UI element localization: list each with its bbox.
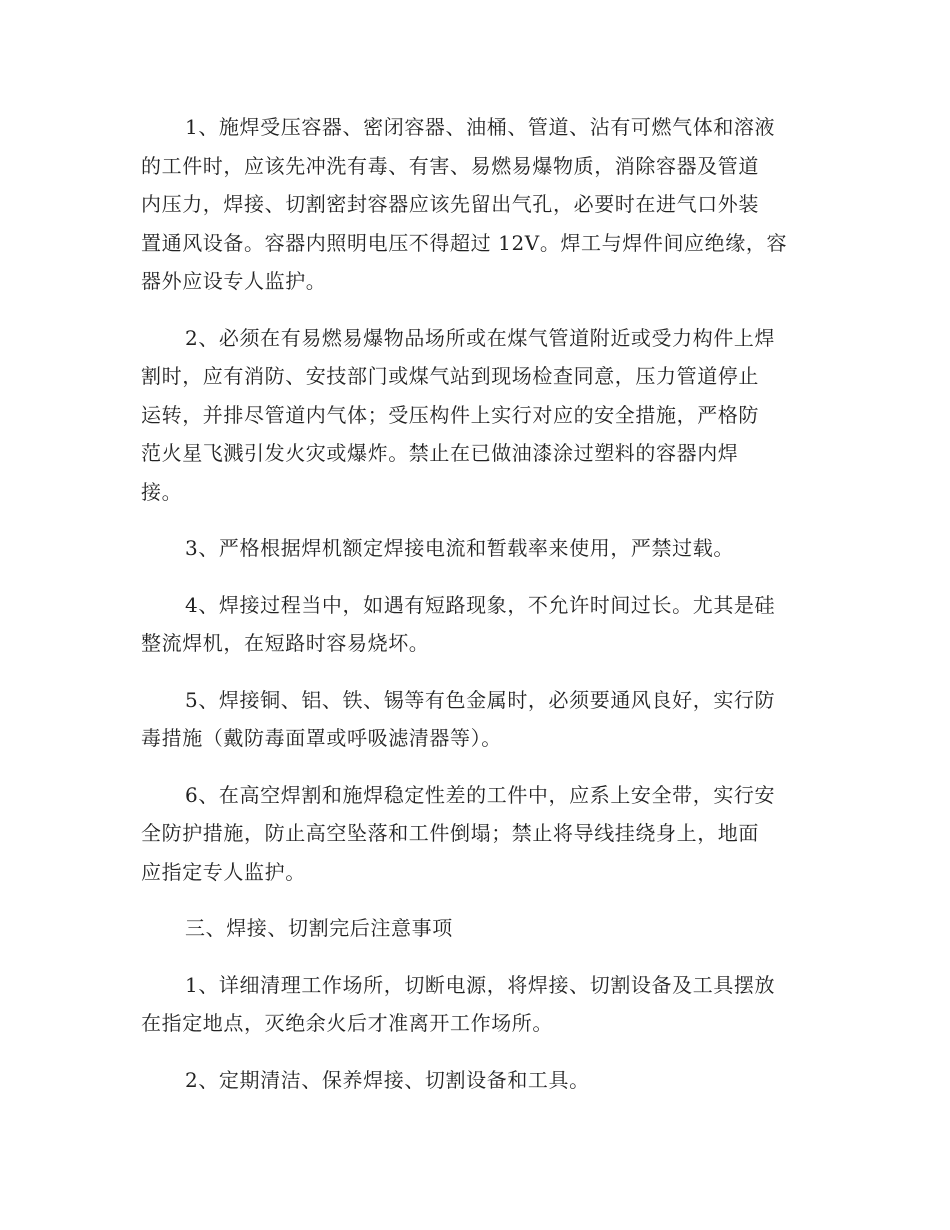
- paragraph-item-7: [141, 966, 811, 1043]
- text-line: 4、焊接过程当中，如遇有短路现象，不允许时间过长。尤其是硅: [185, 592, 776, 617]
- text-line: 三、焊接、切割完后注意事项: [185, 916, 453, 940]
- paragraph-item-1: [141, 108, 811, 301]
- text-line: 3、严格根据焊机额定焊接电流和暂载率来使用，严禁过载。: [185, 536, 734, 560]
- paragraph-item-2: [141, 319, 811, 512]
- text-line: 2、定期清洁、保养焊接、切割设备和工具。: [185, 1067, 590, 1092]
- text-line: 应指定专人监护。: [141, 859, 306, 884]
- text-line: 整流焊机，在短路时容易烧坏。: [141, 631, 430, 655]
- text-line: 置通风设备。容器内照明电压不得超过 12V。焊工与焊件间应绝缘，容: [141, 230, 788, 255]
- text-line: 毒措施（戴防毒面罩或呼吸滤清器等）。: [141, 726, 502, 750]
- text-line: 在指定地点，灭绝余火后才准离开工作场所。: [141, 1011, 553, 1035]
- paragraph-item-3: [141, 529, 811, 568]
- text-line: 5、焊接铜、铝、铁、锡等有色金属时，必须要通风良好，实行防: [185, 687, 776, 712]
- text-line: 器外应设专人监护。: [141, 269, 327, 293]
- paragraph-item-5: [141, 681, 811, 758]
- text-line: 割时，应有消防、安技部门或煤气站到现场检查同意，压力管道停止: [141, 364, 759, 388]
- text-line: 2、必须在有易燃易爆物品场所或在煤气管道附近或受力构件上焊: [185, 325, 776, 350]
- section-heading: [141, 909, 811, 948]
- text-line: 的工件时，应该先冲洗有毒、有害、易燃易爆物质，消除容器及管道: [141, 153, 759, 178]
- text-line: 1、详细清理工作场所，切断电源，将焊接、切割设备及工具摆放: [185, 972, 776, 997]
- text-line: 全防护措施，防止高空坠落和工件倒塌；禁止将导线挂绕身上，地面: [141, 821, 759, 845]
- text-line: 1、施焊受压容器、密闭容器、油桶、管道、沾有可燃气体和溶液: [185, 115, 776, 139]
- paragraph-item-4: [141, 586, 811, 663]
- text-line: 内压力，焊接、切割密封容器应该先留出气孔，必要时在进气口外装: [141, 192, 759, 216]
- text-line: 接。: [141, 479, 183, 504]
- text-line: 运转，并排尽管道内气体；受压构件上实行对应的安全措施，严格防: [141, 402, 759, 427]
- text-line: 6、在高空焊割和施焊稳定性差的工件中，应系上安全带，实行安: [185, 782, 776, 807]
- text-line: 范火星飞溅引发火灾或爆炸。禁止在已做油漆涂过塑料的容器内焊: [141, 441, 739, 465]
- document-body: [141, 108, 811, 1117]
- paragraph-item-6: [141, 776, 811, 892]
- paragraph-item-8: [141, 1061, 811, 1100]
